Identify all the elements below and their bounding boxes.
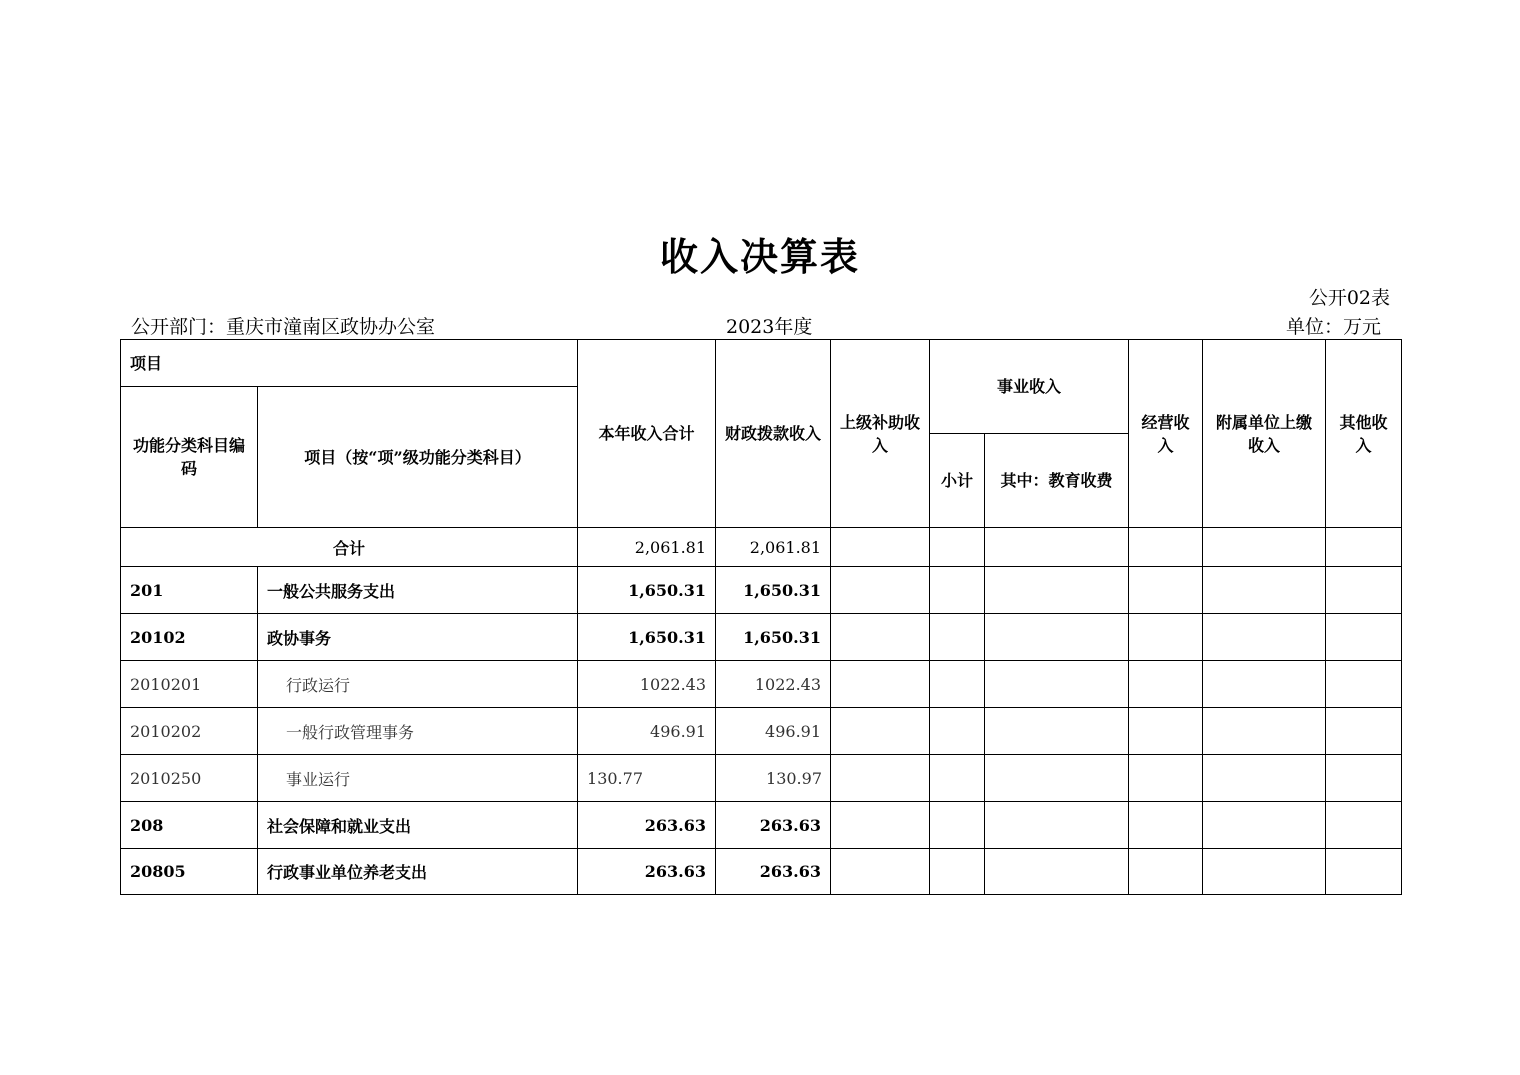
- row-name: 事业运行: [258, 755, 578, 802]
- row-total: 1,650.31: [578, 614, 716, 661]
- row-name: 一般公共服务支出: [258, 567, 578, 614]
- table-row: [121, 567, 1402, 614]
- row-total: 263.63: [578, 802, 716, 849]
- table-row: [121, 614, 1402, 661]
- row-name: 政协事务: [258, 614, 578, 661]
- row-name: 社会保障和就业支出: [258, 802, 578, 849]
- header-operating: 经营收入: [1129, 340, 1203, 528]
- header-other: 其他收入: [1326, 340, 1402, 528]
- row-code: 20102: [121, 614, 258, 661]
- page-title: 收入决算表: [659, 234, 860, 279]
- table-number: 公开02表: [1308, 287, 1390, 309]
- header-item: 项目（按“项”级功能分类科目）: [258, 387, 578, 528]
- header-edu: 其中：教育收费: [985, 434, 1129, 528]
- table-row: [121, 802, 1402, 849]
- row-name: 行政运行: [258, 661, 578, 708]
- table-row: [121, 661, 1402, 708]
- table-row: [121, 755, 1402, 802]
- row-name: 一般行政管理事务: [258, 708, 578, 755]
- income-table: [120, 339, 1402, 895]
- header-subtotal: 小计: [930, 434, 985, 528]
- row-name: 行政事业单位养老支出: [258, 849, 578, 895]
- row-code: 2010250: [121, 755, 258, 802]
- table-row: [121, 849, 1402, 895]
- row-total: 263.63: [578, 849, 716, 895]
- row-fiscal: 1,650.31: [716, 614, 831, 661]
- row-code: 20805: [121, 849, 258, 895]
- total-amount: 2,061.81: [578, 528, 716, 567]
- header-project: 项目: [121, 340, 578, 387]
- row-fiscal: 496.91: [716, 708, 831, 755]
- row-fiscal: 1,650.31: [716, 567, 831, 614]
- unit-label: 单位：万元: [1285, 316, 1381, 338]
- total-fiscal: 2,061.81: [716, 528, 831, 567]
- header-affiliated: 附属单位上缴收入: [1203, 340, 1326, 528]
- header-fiscal: 财政拨款收入: [716, 340, 831, 528]
- row-total: 130.77: [578, 755, 716, 802]
- row-code: 201: [121, 567, 258, 614]
- table-row: [121, 708, 1402, 755]
- header-subsidy: 上级补助收入: [831, 340, 930, 528]
- header-career: 事业收入: [930, 340, 1129, 434]
- department-label: 公开部门：重庆市潼南区政协办公室: [131, 316, 436, 338]
- row-fiscal: 130.97: [716, 755, 831, 802]
- row-code: 208: [121, 802, 258, 849]
- row-code: 2010202: [121, 708, 258, 755]
- row-fiscal: 1022.43: [716, 661, 831, 708]
- total-label: 合计: [121, 528, 578, 567]
- row-fiscal: 263.63: [716, 849, 831, 895]
- header-code: 功能分类科目编码: [121, 387, 258, 528]
- header-total: 本年收入合计: [578, 340, 716, 528]
- row-total: 496.91: [578, 708, 716, 755]
- row-total: 1,650.31: [578, 567, 716, 614]
- year-label: 2023年度: [726, 316, 813, 338]
- row-fiscal: 263.63: [716, 802, 831, 849]
- row-total: 1022.43: [578, 661, 716, 708]
- row-code: 2010201: [121, 661, 258, 708]
